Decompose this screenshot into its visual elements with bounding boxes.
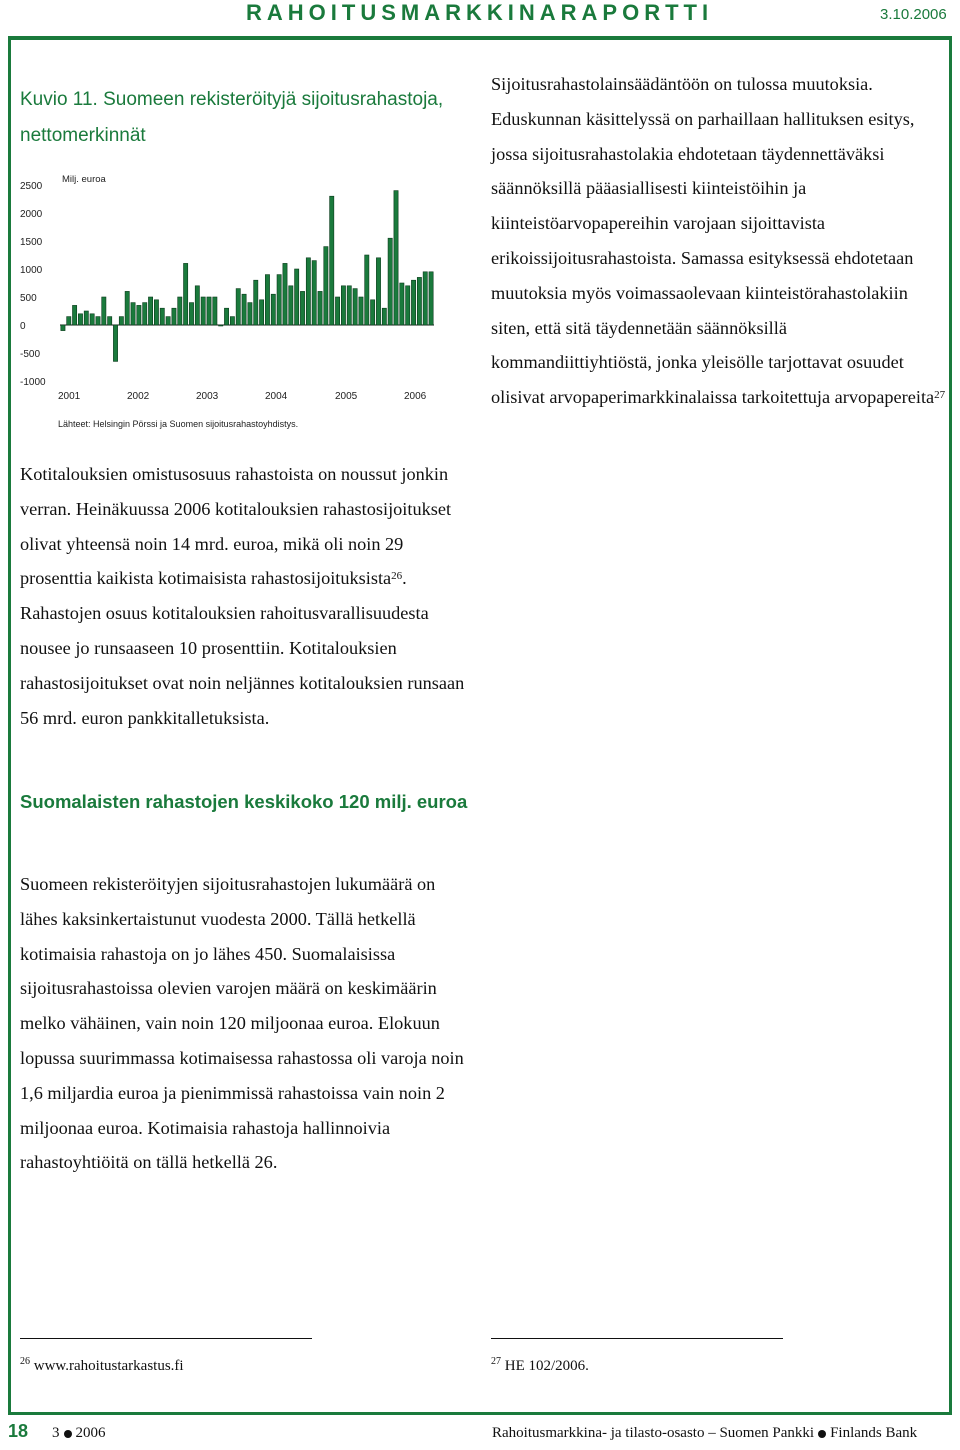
left-paragraph-2: Suomeen rekisteröityjen sijoitusrahastojen lukumäärä on lähes kaksinkertaistunut vuodesta 2000. Tällä hetkellä kotimaisia rahastoja on jo lähes 450. Suomalaisissa sijoitusrahastoissa olevien varojen määrä on keskimäärin melko vähäinen, vain noin 120 miljoonaa euroa. Elokuun lopussa suurimmassa kotimaisessa rahastossa oli varoja noin 1,6 miljardia euroa ja pienimmissä rahastoissa vain noin 2 miljoonaa euroa. Kotimaisia rahastoja hallinnoivia rahastoyhtiöitä on tällä hetkellä 26. (20, 874, 464, 1173)
bar (172, 308, 176, 325)
bar (195, 286, 199, 325)
report-header-title: RAHOITUSMARKKINARAPORTTI (246, 0, 714, 25)
frame-right (949, 40, 952, 1412)
x-year-label: 2006 (404, 391, 427, 402)
bar (213, 297, 217, 325)
bar (330, 196, 334, 325)
bar (72, 305, 76, 325)
bar (341, 286, 345, 325)
bar (154, 300, 158, 325)
bar (417, 277, 421, 325)
bar (312, 261, 316, 325)
footnote-rule-right (491, 1338, 783, 1339)
bar (429, 272, 433, 325)
bar (306, 258, 310, 325)
left-paragraph-1: Kotitalouksien omistusosuus rahastoista on noussut jonkin verran. Heinäkuussa 2006 kotitalouksien rahastosijoitukset olivat yhteensä noin 14 mrd. euroa, mikä oli noin 29 prosenttia kaikista kotimaisista rahastosijoituksista$^{26}$. Rahastojen osuus kotitalouksien rahoitusvarallisuudesta nousee jo runsaaseen 10 prosenttiin. Kotitalouksien rahastosijoitukset ovat noin neljännes kotitalouksien runsaan 56 mrd. euron pankkitalletuksista. (20, 464, 465, 728)
bar (295, 269, 299, 325)
right-paragraph: Sijoitusrahastolainsäädäntöön on tulossa muutoksia. Eduskunnan käsittelyssä on parhaillaan hallituksen esitys, jossa sijoitusrahastolakia ehdotetaan täydennettäväksi säännöksillä pääasiallisesti kiinteistöihin ja kiinteistöarvopapereihin varojaan sijoittavista erikoissijoitusrahastoista. Samassa esityksessä ehdotetaan muutoksia myös voimassaolevaan kiinteistörahastolakiin siten, että sitä täydennetään säännöksillä kommandiittiyhtiöstä, jonka yleisölle tarjottavat osuudet olisivat arvopaperimarkkinalaissa tarkoitettuja arvopapereita$^{27}$ (491, 74, 946, 408)
bar (371, 300, 375, 325)
bar (365, 255, 369, 325)
y-axis-label: Milj. euroa (62, 174, 106, 185)
bar (219, 325, 223, 326)
bar (289, 286, 293, 325)
x-year-label: 2003 (196, 391, 219, 402)
footnote-26: $^{26}$ www.rahoitustarkastus.fi (20, 1356, 184, 1374)
bar (230, 317, 234, 325)
bullet-icon (64, 1430, 72, 1438)
bar (394, 191, 398, 325)
bar (113, 325, 117, 361)
y-tick-label: 500 (20, 293, 37, 304)
bar (166, 317, 170, 325)
bar (119, 317, 123, 325)
bar (90, 314, 94, 325)
footnote-27: $^{27}$ HE 102/2006. (491, 1356, 589, 1374)
bar (224, 308, 228, 325)
bar (265, 275, 269, 325)
bar (382, 308, 386, 325)
section-subheading: Suomalaisten rahastojen keskikoko 120 milj. euroa (20, 791, 468, 812)
y-tick-label: 0 (20, 321, 26, 332)
bar (96, 317, 100, 325)
bar (254, 280, 258, 325)
y-tick-label: 2000 (20, 209, 43, 220)
bar (143, 303, 147, 325)
frame-left (8, 40, 11, 1412)
bar (324, 247, 328, 325)
bar (359, 297, 363, 325)
footnote-ref-26[interactable]: 26 (391, 570, 403, 583)
bar (178, 297, 182, 325)
bar (411, 280, 415, 325)
bar (102, 297, 106, 325)
chart-source: Lähteet: Helsingin Pörssi ja Suomen sijoitusrahastoyhdistys. (58, 419, 299, 429)
y-tick-label: 1500 (20, 237, 43, 248)
bar (406, 286, 410, 325)
bar (423, 272, 427, 325)
bar (318, 291, 322, 325)
x-year-label: 2005 (335, 391, 358, 402)
bar (108, 317, 112, 325)
bar (300, 291, 304, 325)
footnote-rule-left (20, 1338, 312, 1339)
bar (201, 297, 205, 325)
bar (347, 286, 351, 325)
footnote-ref-27[interactable]: 27 (934, 389, 946, 402)
report-date: 3.10.2006 (880, 6, 947, 23)
y-tick-label: 1000 (20, 265, 43, 276)
x-year-label: 2004 (265, 391, 288, 402)
x-year-label: 2002 (127, 391, 150, 402)
bar (148, 297, 152, 325)
bar (248, 303, 252, 325)
bar (189, 303, 193, 325)
bar (353, 289, 357, 325)
bar (61, 325, 65, 331)
bar (283, 263, 287, 325)
bar (131, 303, 135, 325)
page-number: 18 (8, 1421, 29, 1441)
bar (207, 297, 211, 325)
bar (271, 294, 275, 325)
x-year-label: 2001 (58, 391, 81, 402)
y-tick-label: -500 (20, 349, 41, 360)
bar (400, 283, 404, 325)
y-tick-label: -1000 (20, 377, 46, 388)
bar (259, 300, 263, 325)
bar (137, 305, 141, 325)
figure-title: Kuvio 11. Suomeen rekisteröityjä sijoitusrahastoja, nettomerkinnät (20, 89, 444, 146)
bar (388, 238, 392, 325)
bullet-icon (818, 1430, 826, 1438)
bar (78, 314, 82, 325)
y-tick-label: 2500 (20, 181, 43, 192)
bar (184, 263, 188, 325)
bar (277, 275, 281, 325)
bar (84, 311, 88, 325)
bar (125, 291, 129, 325)
bar (376, 258, 380, 325)
bar (236, 289, 240, 325)
footer-rule (8, 1412, 952, 1415)
publisher-label: Rahoitusmarkkina- ja tilasto-osasto – Suomen Pankki Finlands Bank (492, 1425, 918, 1441)
issue-label: 3 2006 (52, 1425, 106, 1441)
bar (335, 297, 339, 325)
net-subscriptions-chart (18, 168, 458, 438)
bar (67, 317, 71, 325)
bar (242, 294, 246, 325)
bar (160, 308, 164, 325)
footnote-26-link[interactable]: www.rahoitustarkastus.fi (33, 1358, 184, 1374)
header-rule (8, 36, 952, 40)
